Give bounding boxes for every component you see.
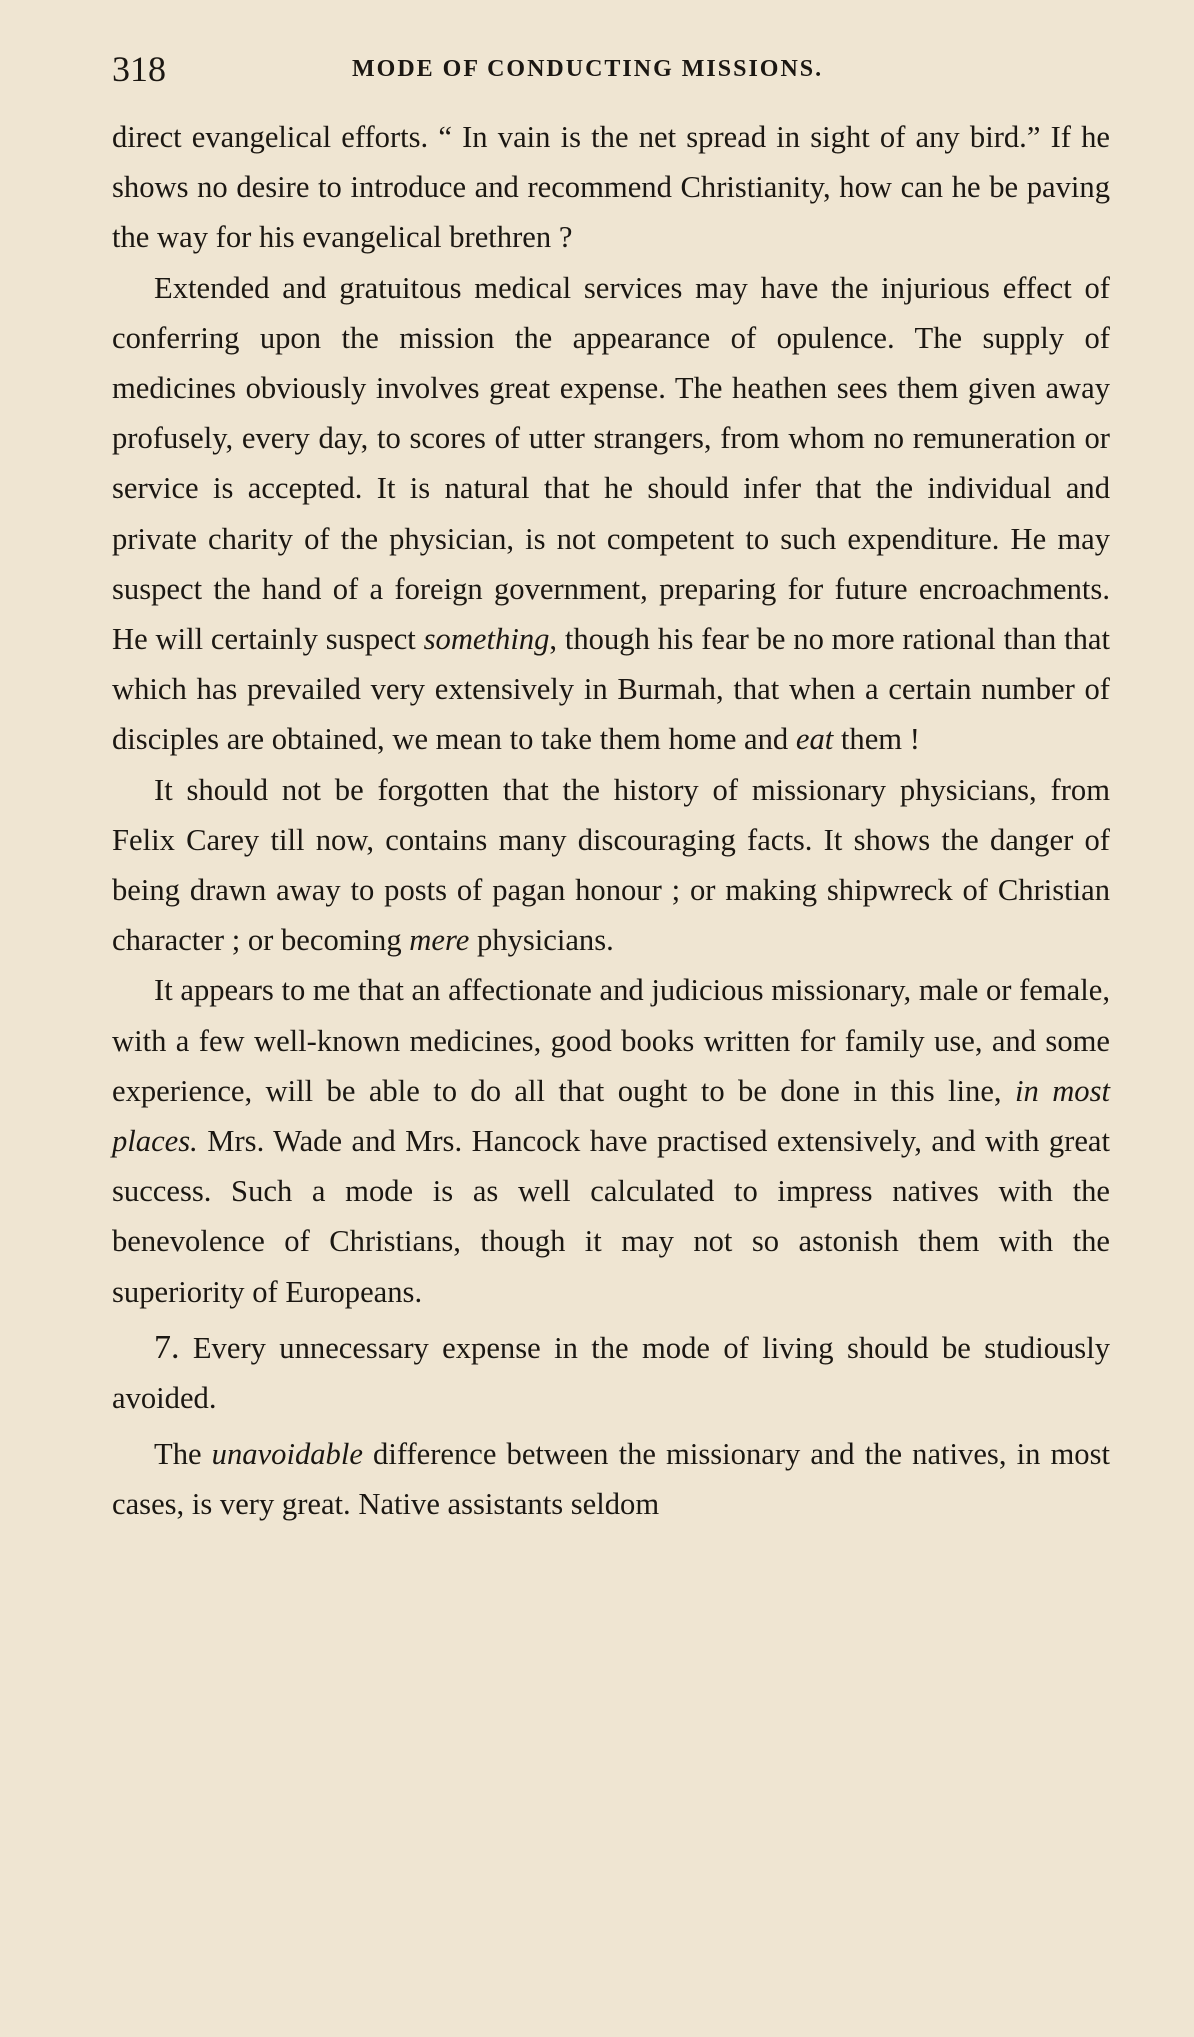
italic-text: unavoidable [211,1437,363,1472]
text-run: It should not be forgotten that the history of missionary physicians, from Felix Carey till now, contains many discouraging facts. It shows the danger of being drawn away to posts of pagan honour ; or making shipwreck of Christian character ; or becoming [112,772,1110,958]
text-run: direct evangelical efforts. “ In vain is the net spread in sight of any bird.” If he shows no desire to introduce and recommend Christianity, how can he be paving the way for his evangelical brethren ? [112,120,1110,255]
paragraph-6 [112,1429,1110,1529]
italic-text: in most places. [112,1073,1110,1159]
italic-text: eat [795,722,834,757]
paragraph-1 [112,112,1110,263]
text-run: Every unnecessary expense in the mode of living should be studiously avoided. [112,1330,1110,1416]
running-head [112,44,1112,94]
italic-text: mere [409,923,470,958]
section-number: 7. [154,1328,180,1366]
paragraph-5 [112,1323,1110,1423]
paragraph-2 [112,263,1110,765]
running-title: MODE OF CONDUCTING MISSIONS. [352,56,824,82]
paragraph-4 [112,965,1110,1316]
text-run: , though his fear be no more rational than that which has prevailed very extensively in Burmah, that when a certain number of disciples are obtained, we mean to take them home and [112,622,1110,757]
text-run: Extended and gratuitous medical services may have the injurious effect of conferring upon the mission the appearance of opulence. The supply of medicines obviously involves great expense. The heathen sees them given away profusely, every day, to scores of utter strangers, from whom no remuneration or service is accepted. It is natural that he should infer that the individual and private charity of the physician, is not competent to such expenditure. He may suspect the hand of a foreign government, preparing for future encroachments. He will certainly suspect [112,270,1110,657]
text-run: Mrs. Wade and Mrs. Hancock have practised extensively, and with great success. Such a mode is as well calculated to impress natives with the benevolence of Christians, though it may not so astonish them with the superiority of Europeans. [112,1124,1110,1309]
text-run: It appears to me that an affectionate and judicious missionary, male or female, with a few well-known medicines, good books written for family use, and some experience, will be able to do all that ought to be done in this line, [112,973,1110,1108]
text-run: physicians. [469,923,614,958]
text-run: difference between the missionary and the natives, in most cases, is very great. Native assistants seldom [112,1437,1110,1522]
paragraph-3 [112,765,1110,966]
text-run: them ! [833,722,920,757]
italic-text: something [423,622,550,657]
body-text [112,112,1110,1530]
page-number: 318 [112,49,166,89]
text-run: The [154,1437,212,1472]
